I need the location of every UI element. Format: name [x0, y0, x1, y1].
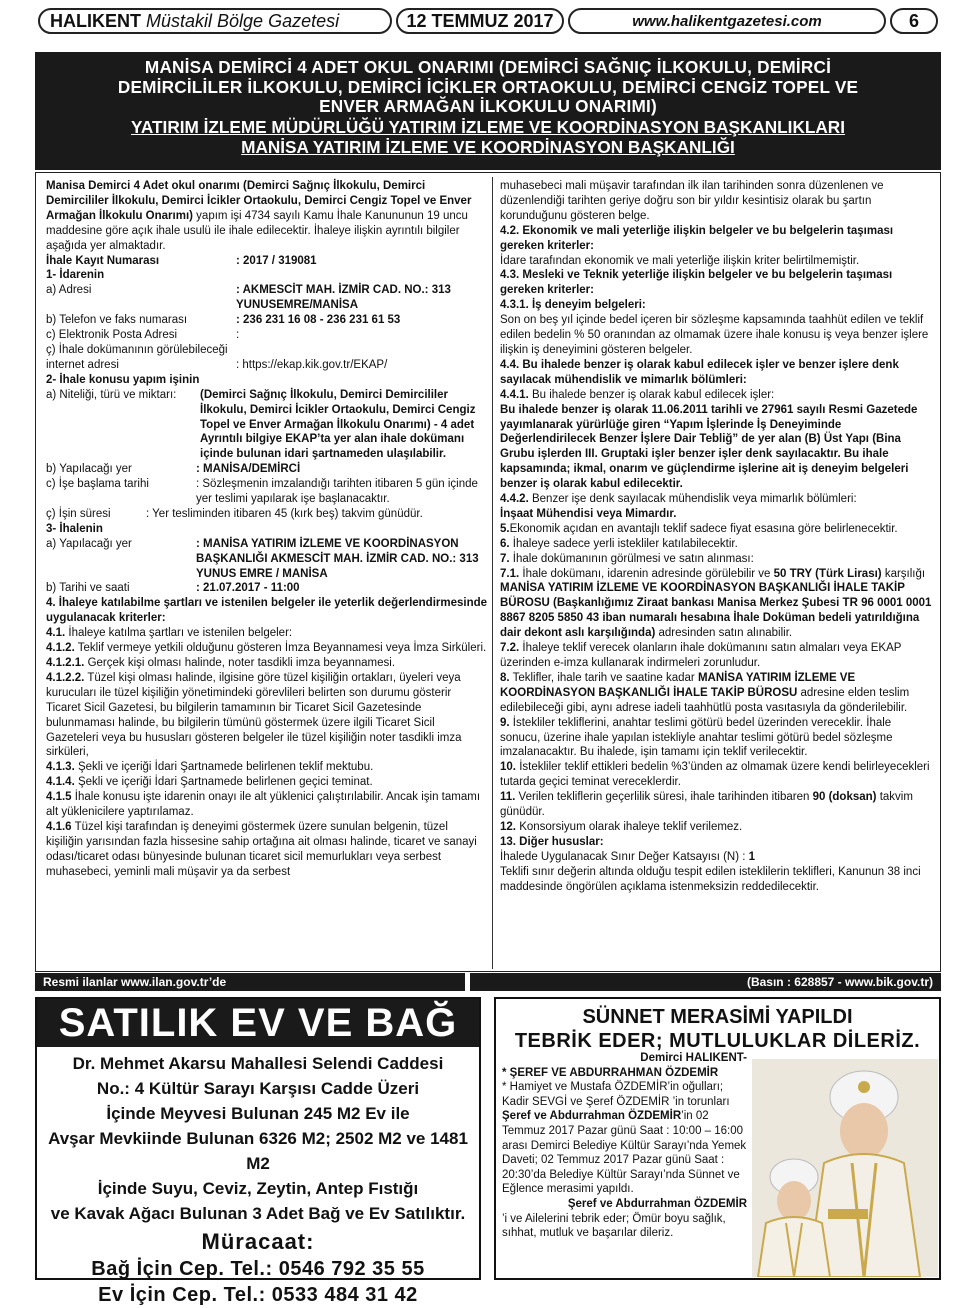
paragraph-13: 13. Diğer hususlar: — [500, 835, 604, 848]
duration-label: ç) İşin süresi — [46, 507, 111, 520]
venue-label: a) Yapılacağı yer — [46, 537, 132, 550]
notice-subtitle-line: MANİSA YATIRIM İZLEME VE KOORDİNASYON BAŞKANLIĞI — [241, 136, 735, 157]
right-paragraph: 7. İhale dokümanının görülmesi ve satın alınması: — [500, 552, 754, 565]
rejection-note: Teklifi sınır değerin altında olduğu tespit edilen isteklilerin teklifleri, Kanunun 38 inci maddesinde öngörülen açıklama istenmeksizin reddedilecektir. — [500, 865, 921, 893]
masthead-name — [38, 8, 392, 34]
right-paragraph: Son on beş yıl içinde bedel içeren bir sözleşme kapsamında taahhüt edilen ve teklif edilen bedelin % 50 oranından az olmamak üzere ihale konusu iş veya benzer işlere ilişkin iş deneyimini gösteren belgeler. — [500, 314, 929, 356]
right-paragraph: 4.4.1. Bu ihalede benzer iş olarak kabul edilecek işler: — [500, 388, 775, 401]
website-link[interactable]: www.halikentgazetesi.com — [568, 8, 886, 34]
section-1-heading: 1- İdarenin — [46, 269, 105, 282]
notice-left-column — [46, 179, 488, 880]
phone-value: : 236 231 16 08 - 236 231 61 53 — [236, 314, 401, 327]
location-label: b) Yapılacağı yer — [46, 463, 132, 476]
ceremony-dateline: Demirci HALIKENT- — [640, 1052, 747, 1064]
sale-contact-heading: Müracaat: — [201, 1229, 315, 1254]
right-paragraph: 5.Ekonomik açıdan en avantajlı teklif sadece fiyat esasına göre belirlenecektir. — [500, 522, 898, 535]
house-phone: Ev İçin Cep. Tel.: 0533 484 31 42 — [98, 1284, 418, 1306]
phone-label: b) Telefon ve faks numarası — [46, 314, 188, 327]
left-paragraph: 4.1.4. Şekli ve içeriği İdari Şartnamede belirlenen geçici teminat. — [46, 776, 373, 789]
paragraph-12: 12. Konsorsiyum olarak ihaleye teklif verilemez. — [500, 820, 743, 833]
right-paragraph: İdare tarafından ekonomik ve mali yeterliğe ilişkin kriter belirtilmemiştir. — [500, 254, 860, 267]
ceremony-title: SÜNNET MERASİMİ YAPILDI — [582, 1006, 853, 1028]
ceremony-text — [502, 1051, 747, 1241]
start-label: c) İşe başlama tarihi — [46, 478, 149, 491]
nature-label: a) Niteliği, türü ve miktarı: — [46, 388, 177, 401]
right-paragraph: 4.4.2. Benzer işe denk sayılacak mühendislik veya mimarlık bölümleri: — [500, 493, 857, 506]
ceremony-body: * Hamiyet ve Mustafa ÖZDEMİR’in oğulları; Kadir SEVGİ ve Şeref ÖZDEMİR ’in torunları Şeref ve Abdurrahman ÖZDEMİR’in 02 Temmuz 2017 Pazar günü Saat : 10:00 – 16:00 arası Demirci Belediye Kültür Sarayı’nda Yemek Daveti; 02 Temmuz 2017 Pazar günü Saat : 20:30’da Belediye Kültür Sarayı’nda Sünnet ve Eğlence merasimi yapıldı. — [502, 1081, 747, 1196]
address-value: : AKMESCİT MAH. İZMİR CAD. NO.: 313 YUNUSEMRE/MANİSA — [236, 284, 451, 312]
sale-line: No.: 4 Kültür Sarayı Karşısı Cadde Üzeri — [96, 1079, 420, 1098]
section-4-heading: 4. İhaleye katılabilme şartları ve istenilen belgeler ile yeterlik değerlendirmesinde uygulanacak kriterler: — [46, 597, 488, 625]
issue-date: 12 TEMMUZ 2017 — [396, 8, 564, 34]
doc-url-value[interactable]: : https://ekap.kik.gov.tr/EKAP/ — [236, 358, 388, 371]
left-paragraph: 4.1.2.2. Tüzel kişi olması halinde, ilgisine göre tüzel kişiliğin ortakları, üyeleri veya kurucuları ile tüzel kişiliğin yönetimindeki görevlileri belirten son durumu gösterir Ticaret Sicil Gazetesi, bu bilgilerin tamamının bir Ticaret Sicil Gazetesinde bulunmaması halinde, bu bilgilerin tümünü göstermek üzere ilgili Ticaret Sicil Gazeteleri veya bu hususları gösteren belgeler ile tüzel kişiliğin noter tasdikli imza sirküleri, — [46, 671, 462, 759]
paragraph-7-1: 7.1. İhale dokümanı, idarenin adresinde görülebilir ve 50 TRY (Türk Lirası) karşılığı MANİSA YATIRIM İZLEME VE KOORDİNASYON BAŞKANLIĞI İHALE TAKİP BÜROSU (Başkanlığımız Ziraat bankası Manisa Merkez Şubesi TR 96 0001 0001 8867 8205 5850 43 iban numaralı hesabına İhale Doküman bedeli yatırıldığına dair dekont aslı karşılığında) adresinden satın alınabilir. — [500, 567, 932, 640]
phone-row — [46, 313, 488, 328]
sale-line: Avşar Mevkiinde Bulunan 6326 M2; 2502 M2 ve 1481 M2 — [48, 1129, 468, 1173]
left-paragraph: 4.1.3. Şekli ve içeriği İdari Şartnamede belirlenen teklif mektubu. — [46, 761, 374, 774]
nature-row — [46, 388, 488, 463]
left-paragraph: 4.1.2. Teklif vermeye yetkili olduğunu gösteren İmza Beyannamesi veya İmza Sirküleri. — [46, 642, 487, 655]
page-number: 6 — [890, 8, 938, 34]
paragraph-8: 8. Teklifler, ihale tarih ve saatine kadar MANİSA YATIRIM İZLEME VE KOORDİNASYON BAŞKANLIĞI İHALE TAKİP BÜROSU adresine elden teslim edilebileceği gibi, aynı adrese iadeli taahhütlü posta vasıtasıyla da gönderilebilir. — [500, 671, 910, 714]
ceremony-names: * ŞEREF VE ABDURRAHMAN ÖZDEMİR — [502, 1066, 719, 1079]
right-paragraph: 6. İhaleye sadece yerli istekliler katılabilecektir. — [500, 537, 738, 550]
left-paragraph: 4.1.2.1. Gerçek kişi olması halinde, noter tasdikli imza beyannamesi. — [46, 657, 396, 669]
sale-line: İçinde Meyvesi Bulunan 245 M2 Ev ile — [106, 1104, 410, 1123]
paragraph-10: 10. İstekliler teklif ettikleri bedelin %3’ünden az olmamak üzere kendi belirleyecekleri tutarda geçici teminat vereceklerdir. — [500, 761, 930, 789]
right-paragraph: İnşaat Mühendisi veya Mimardır. — [500, 507, 677, 520]
right-paragraph: Bu ihalede benzer iş olarak 11.06.2011 tarihli ve 27961 sayılı Resmi Gazetede yayımlanarak yürürlüğe giren “Yapım İşlerinde İş Deneyiminde Değerlendirilecek Benzer İşlere Dair Tebliğ” de yer alan (B) Üst Yapı (Bina Grubu işlerden III. Gruptaki işler benzer işler denk sayılacaktır. Bu ihale kapsamında; ikmal, onarım ve güçlendirme işlerine ait iş deneyim belgeleri benzer iş olarak kabul edilecektir. — [500, 403, 918, 491]
limit-coefficient: İhalede Uygulanacak Sınır Değer Katsayısı (N) : 1 — [500, 850, 756, 863]
sale-title: SATILIK EV VE BAĞ — [37, 999, 479, 1047]
address-label: a) Adresi — [46, 284, 92, 297]
kayit-label: İhale Kayıt Numarası — [46, 254, 160, 267]
location-row — [46, 462, 488, 477]
nature-value: (Demirci Sağnıç İlkokulu, Demirci Demircililer İlkokulu, Demirci İcikler Ortaokulu, Demirci Cengiz Topel ve Enver Armağan İlkokulu Onarımı) - 4 adet — [200, 388, 476, 431]
left-paragraph: 4.1.6 Tüzel kişi tarafından iş deneyimi göstermek üzere sunulan belgenin, tüzel kişiliğin yarısından fazla hissesine sahip ortağına ait olması halinde, ticaret ve sanayi odası/ticaret odası bünyesinde bulunan ticaret sicil memurlukları veya serbest muhasebeci, yeminli mali müşavir ya da serbest — [46, 820, 477, 878]
tender-notice — [35, 172, 941, 972]
email-row — [46, 328, 488, 343]
press-code-footer: (Basın : 628857 - www.bik.gov.tr) — [470, 973, 941, 991]
ceremony-subtitle: TEBRİK EDER; MUTLULUKLAR DİLERİZ. — [514, 1030, 921, 1052]
ceremony-wishes: ’i ve Ailelerini tebrik eder; Ömür boyu sağlık, sıhhat, mutluk ve başarılar dileriz. — [502, 1212, 726, 1240]
boys-photo — [752, 1059, 938, 1277]
notice-title-line: ENVER ARMAĞAN İLKOKULU ONARIMI) — [319, 96, 657, 116]
paragraph-11: 11. Verilen tekliflerin geçerlilik süresi, ihale tarihinden itibaren 90 (doksan) takvim günüdür. — [500, 791, 913, 819]
doc-url-label: ç) İhale dokümanının görülebileceği internet adresi — [46, 343, 228, 371]
sale-advert — [35, 997, 481, 1306]
masthead-italic: Müstakil Bölge Gazetesi — [146, 10, 340, 31]
section-2-heading: 2- İhale konusu yapım işinin — [46, 373, 200, 386]
right-paragraph: 4.2. Ekonomik ve mali yeterliğe ilişkin belgeler ve bu belgelerin taşıması gereken kriterler: — [500, 224, 894, 252]
notice-title-line: DEMİRCİLİLER İLKOKULU, DEMİRCİ İCİKLER ORTAOKULU, DEMİRCİ CENGİZ TOPEL VE — [117, 76, 859, 97]
paragraph-7-2: 7.2. İhaleye teklif verecek olanların ihale dokümanını satın almaları veya EKAP üzerinden e-imza kullanarak indirmeleri zorunludur. — [500, 642, 902, 669]
masthead-bold: HALIKENT — [50, 10, 141, 31]
section-3-heading: 3- İhalenin — [46, 522, 103, 535]
circumcision-ceremony-ad — [494, 997, 941, 1280]
duration-row — [46, 507, 488, 522]
intro-rest: yapım işi 4734 sayılı Kamu İhale Kanununun 19 uncu maddesine göre açık ihale usulü ile ihale edilecektir. İhaleye ilişkin ayrıntılı bilgiler aşağıda yer almaktadır. — [46, 209, 468, 252]
intro-paragraph — [46, 179, 488, 254]
sale-line: İçinde Suyu, Ceviz, Zeytin, Antep Fıstığı — [97, 1179, 419, 1198]
kayit-value: : 2017 / 319081 — [236, 254, 317, 267]
datetime-value: : 21.07.2017 - 11:00 — [196, 582, 300, 595]
left-paragraph: 4.1.5 İhale konusu işte idarenin onayı ile alt yüklenici çalıştırılabilir. Ancak işin tamamı alt yüklenicilere yaptırılamaz. — [46, 791, 481, 819]
start-value: : Sözleşmenin imzalandığı tarihten itibaren 5 gün içinde yer teslimi yapılarak işe başlanacaktır. — [196, 478, 478, 506]
sale-line: ve Kavak Ağacı Bulunan 3 Adet Bağ ve Ev Satılıktır. — [50, 1204, 466, 1223]
email-label: c) Elektronik Posta Adresi — [46, 329, 178, 342]
notice-title-block — [35, 52, 941, 170]
right-paragraph: 4.3. Mesleki ve Teknik yeterliğe ilişkin belgeler ve bu belgelerin taşıması gereken kriterler: — [500, 269, 893, 297]
start-row — [46, 477, 488, 507]
vineyard-phone: Bağ İçin Cep. Tel.: 0546 792 35 55 — [91, 1258, 425, 1280]
right-paragraph: 4.4. Bu ihalede benzer iş olarak kabul edilecek işler ve benzer işlere denk sayılacak mühendislik ve mimarlık bölümleri: — [500, 358, 899, 386]
intro-bold: Manisa Demirci 4 Adet okul onarımı (Demirci Sağnıç İlkokulu, Demirci Demircililer İlkokulu, Demirci İcikler Ortaokulu, Demirci Cengiz Topel ve Enver Armağan İlkokulu Onarımı) — [46, 180, 472, 222]
datetime-row — [46, 581, 488, 596]
paragraph-9: 9. İstekliler tekliflerini, anahtar teslimi götürü bedel üzerinden vereceklir. İhale sonucu, üzerine ihale yapılan istekliyle anahtar teslimi götürü bedel sözleşme imzalanacaktır. Bu ihalede, işin tamamı için teklif verilecektir. — [500, 716, 893, 759]
right-paragraph: 4.3.1. İş deneyim belgeleri: — [500, 299, 646, 312]
location-value: : MANİSA/DEMİRCİ — [196, 463, 301, 476]
notice-title-line: MANİSA DEMİRCİ 4 ADET OKUL ONARIMI (DEMİRCİ SAĞNIÇ İLKOKULU, DEMİRCİ — [144, 57, 832, 77]
venue-row — [46, 537, 488, 582]
sale-line: Dr. Mehmet Akarsu Mahallesi Selendi Caddesi — [72, 1054, 444, 1073]
nature-extra: Ayrıntılı bilgiye EKAP’ta yer alan ihale dokümanı içinde bulunan idari şartnameden ulaşılabilir. — [200, 433, 465, 461]
duration-value: : Yer tesliminden itibaren 45 (kırk beş) takvim günüdür. — [146, 507, 423, 520]
datetime-label: b) Tarihi ve saati — [46, 582, 130, 595]
official-ads-footer: Resmi ilanlar www.ilan.gov.tr’de — [35, 973, 465, 991]
boys-illustration-icon — [752, 1059, 938, 1277]
venue-value: : MANİSA YATIRIM İZLEME VE KOORDİNASYON BAŞKANLIĞI AKMESCİT MAH. İZMİR CAD. NO.: 313 YUNUS EMRE / MANİSA — [196, 537, 479, 580]
column-divider — [492, 177, 493, 969]
kayit-row — [46, 254, 488, 269]
doc-url-row — [46, 343, 488, 373]
ceremony-signature: Şeref ve Abdurrahman ÖZDEMİR — [567, 1197, 747, 1210]
email-value: : — [236, 329, 240, 342]
notice-right-column — [500, 179, 934, 895]
left-paragraph: 4.1. İhaleye katılma şartları ve istenilen belgeler: — [46, 627, 293, 640]
notice-subtitle-line: YATIRIM İZLEME MÜDÜRLÜĞÜ YATIRIM İZLEME VE KOORDİNASYON BAŞKANLIKLARI — [131, 116, 845, 137]
right-paragraph: muhasebeci mali müşavir tarafından ilk ilan tarihinden sonra düzenlenen ve düzenlendiği tarihten geriye doğru son bir yıldır kesintisiz olarak bu şartın korunduğunu gösteren belge. — [500, 180, 884, 222]
address-row — [46, 283, 488, 313]
